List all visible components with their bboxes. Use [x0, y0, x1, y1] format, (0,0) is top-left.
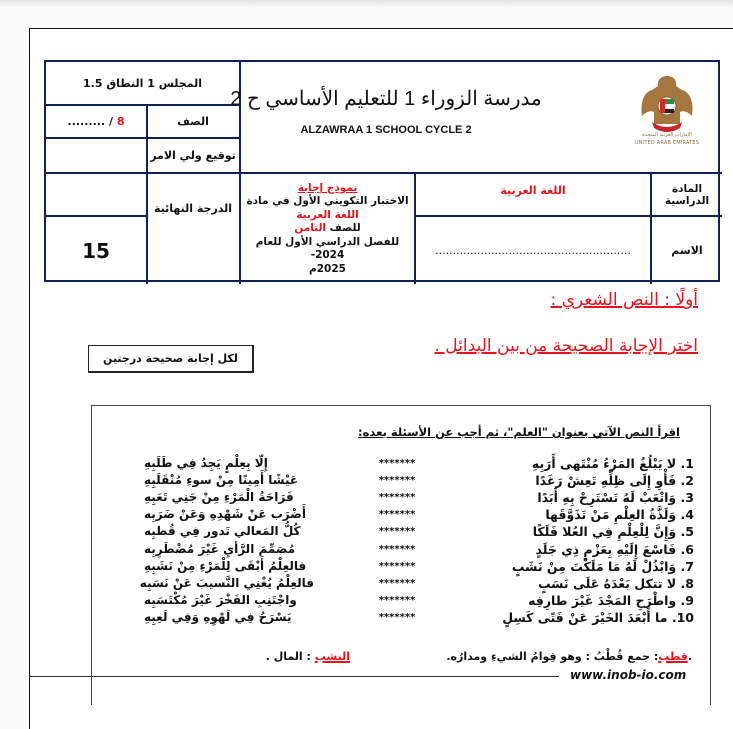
- verse-row: [92, 610, 712, 627]
- verse-first-hemistich: 3. وَاتْعَبْ لَهُ تَسْتَرِحْ بِهِ أَبَدًا: [537, 490, 694, 505]
- verse-second-hemistich: فالعِلْمُ أَبْقَى لِلْمَرْءِ مِنْ نَشَبِهِ: [144, 559, 307, 573]
- exam-class-prefix: للصف: [329, 222, 361, 235]
- verse-second-hemistich: واجْتَنِبِ الفَخْرَ غَيْرَ مُكْتَسَبِه: [144, 593, 297, 607]
- name-label: الاسم: [671, 244, 703, 257]
- exam-year-end: 2025م: [309, 262, 346, 275]
- grade-label: الصف: [177, 114, 209, 128]
- points-note: لكل إجابة صحيحة درجتين: [88, 345, 254, 373]
- verse-separator: *******: [378, 526, 416, 537]
- section-title: أولًا : النص الشعري :: [550, 290, 698, 310]
- model-answer-label: نموذج إجابة: [297, 181, 358, 194]
- glossary-term: النشب: [314, 650, 350, 663]
- verse-row: [92, 456, 712, 473]
- verse-first-hemistich: 8. لا تتكل بَعْدَهُ عَلَى نَسَبٍ: [537, 576, 694, 591]
- verse-separator: *******: [378, 509, 416, 520]
- verse-row: [92, 559, 712, 576]
- verse-second-hemistich: فَرَاحَةُ الْمَرْءِ مِنْ جَنِي تَعَبِهِ: [144, 490, 294, 504]
- guardian-signature-field[interactable]: [46, 139, 146, 172]
- subject-label: المادة الدراسية: [664, 182, 710, 207]
- verse-row: [92, 490, 712, 507]
- verse-separator: *******: [378, 612, 416, 623]
- grade-blank: ......... /: [67, 114, 113, 128]
- name-blank: ........................................................: [435, 244, 631, 257]
- emblem-caption-english: UNITED ARAB EMIRATES: [634, 140, 700, 146]
- final-grade-label: الدرجة النهائية: [153, 202, 233, 215]
- section-instruction: اختر الإجابة الصحيحة من بين البدائل .: [434, 336, 698, 356]
- exam-title: الاختبار التكويني الأول في مادة: [246, 195, 409, 208]
- verse-first-hemistich: 9. واطْرَحِ المَجْدَ غَيْرَ طارِفِه: [528, 593, 694, 608]
- exam-term: للفصل الدراسي الأول للعام 2024-: [255, 235, 400, 262]
- grade-number: 8: [116, 114, 125, 128]
- poem-box: [91, 405, 711, 705]
- grade-field[interactable]: [46, 105, 146, 137]
- verse-second-hemistich: أَضْرَب عَنْ شَهْدِهِ وَعَنْ ضَرَبِه: [144, 507, 306, 521]
- name-field[interactable]: [416, 217, 650, 284]
- verse-second-hemistich: فالعِلْمُ يُغْنِي النَّسيبَ عَنْ نَسَبِه: [139, 576, 314, 590]
- verse-separator: *******: [378, 544, 416, 555]
- verse-separator: *******: [378, 492, 416, 503]
- glossary-term: قطب: [658, 650, 688, 663]
- verse-row: [92, 542, 712, 559]
- glossary-item: [266, 650, 350, 663]
- verse-row: [92, 473, 712, 490]
- exam-subject: اللغة العربية: [296, 208, 359, 221]
- glossary-definition: : جمع قُطْبُ : وهو قِوامُ الشيءِ ومدارُه.: [446, 650, 659, 663]
- verse-first-hemistich: 7. وَابْذُلْ لَهُ مَا مَلَكْتَ مِنْ نَشَبٍ: [511, 559, 694, 574]
- verse-separator: *******: [378, 458, 416, 469]
- verse-first-hemistich: 5. وَإِنَّ لِلْعِلْمِ فِي العُلا فَلَكًا: [532, 524, 694, 539]
- glossary-definition: : المال .: [265, 650, 315, 663]
- verse-first-hemistich: 6. فَاسْعَ إِلَيْهِ بِعَزْمٍ ذِي جَلَدٍ: [535, 542, 694, 557]
- final-grade-value: 15: [82, 238, 110, 263]
- verse-separator: *******: [378, 561, 416, 572]
- verse-second-hemistich: إِلّا بِعِلْمٍ يَجِدُ فِي طَلَبِهِ: [144, 456, 268, 470]
- school-name-english: ALZAWRAA 1 SCHOOL CYCLE 2: [300, 124, 472, 136]
- exam-class-name: الثامن: [294, 222, 326, 235]
- session-label: المجلس 1 النطاق 1.5: [83, 76, 202, 90]
- school-name-arabic: مدرسة الزوراء 1 للتعليم الأساسي ح 2: [230, 88, 542, 110]
- subject-value: اللغة العربية: [500, 184, 566, 197]
- verse-separator: *******: [378, 475, 416, 486]
- header-table: [44, 60, 720, 282]
- poem-instruction: اقرأ النص الآتي بعنوان "العلم"، ثم أجب عن الأسئلة بعده:: [358, 425, 680, 439]
- verse-first-hemistich: 4. وَلَذَّةُ العِلْمِ مَنْ تَذَوَّقَها: [545, 507, 694, 522]
- footer-divider: [29, 676, 559, 677]
- verse-second-hemistich: يَسْرَحُ فِي لَهْوِهِ وَفِي لَعِبِهِ: [144, 610, 292, 624]
- guardian-signature-label: توقيع ولي الامر: [150, 149, 236, 162]
- verse-first-hemistich: 1. لا يَبْلُغُ المَرْءُ مُنْتَهى أَرَبِهِ: [531, 456, 694, 471]
- emblem-caption-arabic: الإمارات العربية المتحدة: [642, 132, 692, 138]
- website-watermark: www.inob-io.com: [570, 668, 687, 682]
- verse-separator: *******: [378, 578, 416, 589]
- verse-row: [92, 576, 712, 593]
- verse-row: [92, 593, 712, 610]
- verse-second-hemistich: كُلُّ المَعالي تَدور فِي قُطبِه: [144, 524, 301, 538]
- glossary-item: .قطب: جمع قُطْبُ : وهو قِوامُ الشيءِ ومدارُه.: [446, 650, 692, 663]
- verse-first-hemistich: 10. ما أَبْعَدَ الخَيْرَ عَنْ فَتًى كَسِلٍ: [502, 610, 694, 625]
- window-top-shade: [0, 0, 733, 8]
- verse-second-hemistich: مُصَمِّمَ الرَّأيِ غَيْرَ مُضْطَرِبِه: [144, 542, 296, 556]
- verse-row: [92, 507, 712, 524]
- verse-first-hemistich: 2. فَأْوِ إِلَى ظِلِّهِ تَعِشْ رَغَدًا: [535, 473, 694, 488]
- exam-info: [241, 174, 414, 284]
- verse-second-hemistich: عَيْشًا أَمِينًا مِنْ سوءِ مُنْقَلَبِهِ: [144, 473, 299, 487]
- verse-row: [92, 524, 712, 541]
- verse-separator: *******: [378, 595, 416, 606]
